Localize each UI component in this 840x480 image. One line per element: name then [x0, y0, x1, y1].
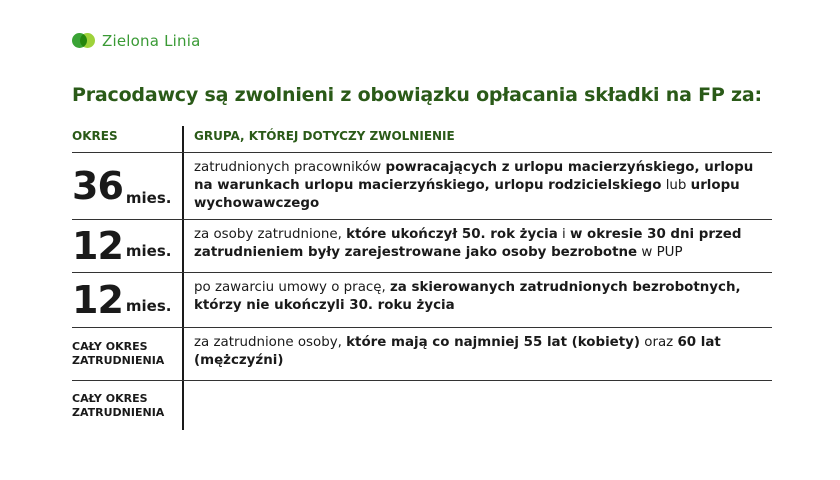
period-label: CAŁY OKRES ZATRUDNIENIA [72, 340, 165, 367]
table-row [72, 220, 772, 273]
body-text: za osoby zatrudnione, [194, 227, 347, 242]
header-period: OKRES [72, 129, 118, 143]
exemption-table [72, 126, 772, 431]
emphasis-text: które ukończył 50. rok życia [346, 227, 558, 242]
table-row [72, 381, 772, 431]
header-group: GRUPA, KTÓREJ DOTYCZY ZWOLNIENIE [194, 129, 455, 143]
emphasis-text: powracających z urlopu macierzyńskiego, urlopu na warunkach urlopu macierzyńskiego, urlopu rodzicielskiego [194, 160, 754, 193]
body-text: po zawarciu umowy o pracę, [194, 280, 391, 295]
period-number: 12 [72, 278, 123, 322]
logo-circles-icon [72, 33, 96, 49]
group-description [194, 328, 772, 376]
emphasis-text: za skierowanych zatrudnionych bezrobotnych, którzy nie ukończyli 30. roku życia [194, 280, 741, 313]
period-unit: mies. [125, 189, 172, 207]
period-unit: mies. [125, 297, 172, 315]
group-description [194, 153, 772, 219]
group-description [194, 273, 772, 321]
period-cell [72, 328, 182, 380]
period-number: 36 [72, 164, 123, 208]
body-text: za zatrudnione osoby, [194, 335, 347, 350]
table-row [72, 153, 772, 220]
group-description [194, 220, 772, 268]
emphasis-text: w okresie 30 dni przed zatrudnieniem były zarejestrowane jako osoby bezrobotne [194, 227, 742, 260]
period-number: 12 [72, 224, 123, 268]
page-title: Pracodawcy są zwolnieni z obowiązku opłacania składki na FP za: [72, 84, 762, 106]
body-text: zatrudnionych pracowników [194, 160, 386, 175]
body-text: i [557, 227, 570, 242]
table-header [72, 126, 772, 153]
period-cell [72, 273, 182, 327]
logo [72, 32, 200, 50]
emphasis-text: 60 lat (mężczyźni) [194, 335, 721, 368]
emphasis-text: urlopu wychowawczego [194, 178, 740, 211]
body-text: lub [661, 178, 691, 193]
body-text: oraz [640, 335, 678, 350]
emphasis-text: które mają co najmniej 55 lat (kobiety) [346, 335, 641, 350]
period-unit: mies. [125, 242, 172, 260]
body-text: w PUP [637, 245, 683, 260]
table-row [72, 328, 772, 381]
group-description [194, 381, 772, 393]
period-cell [72, 381, 182, 431]
period-cell [72, 220, 182, 272]
table-row [72, 273, 772, 328]
logo-text: Zielona Linia [102, 32, 201, 50]
period-label: CAŁY OKRES ZATRUDNIENIA [72, 392, 165, 419]
period-cell [72, 153, 182, 219]
